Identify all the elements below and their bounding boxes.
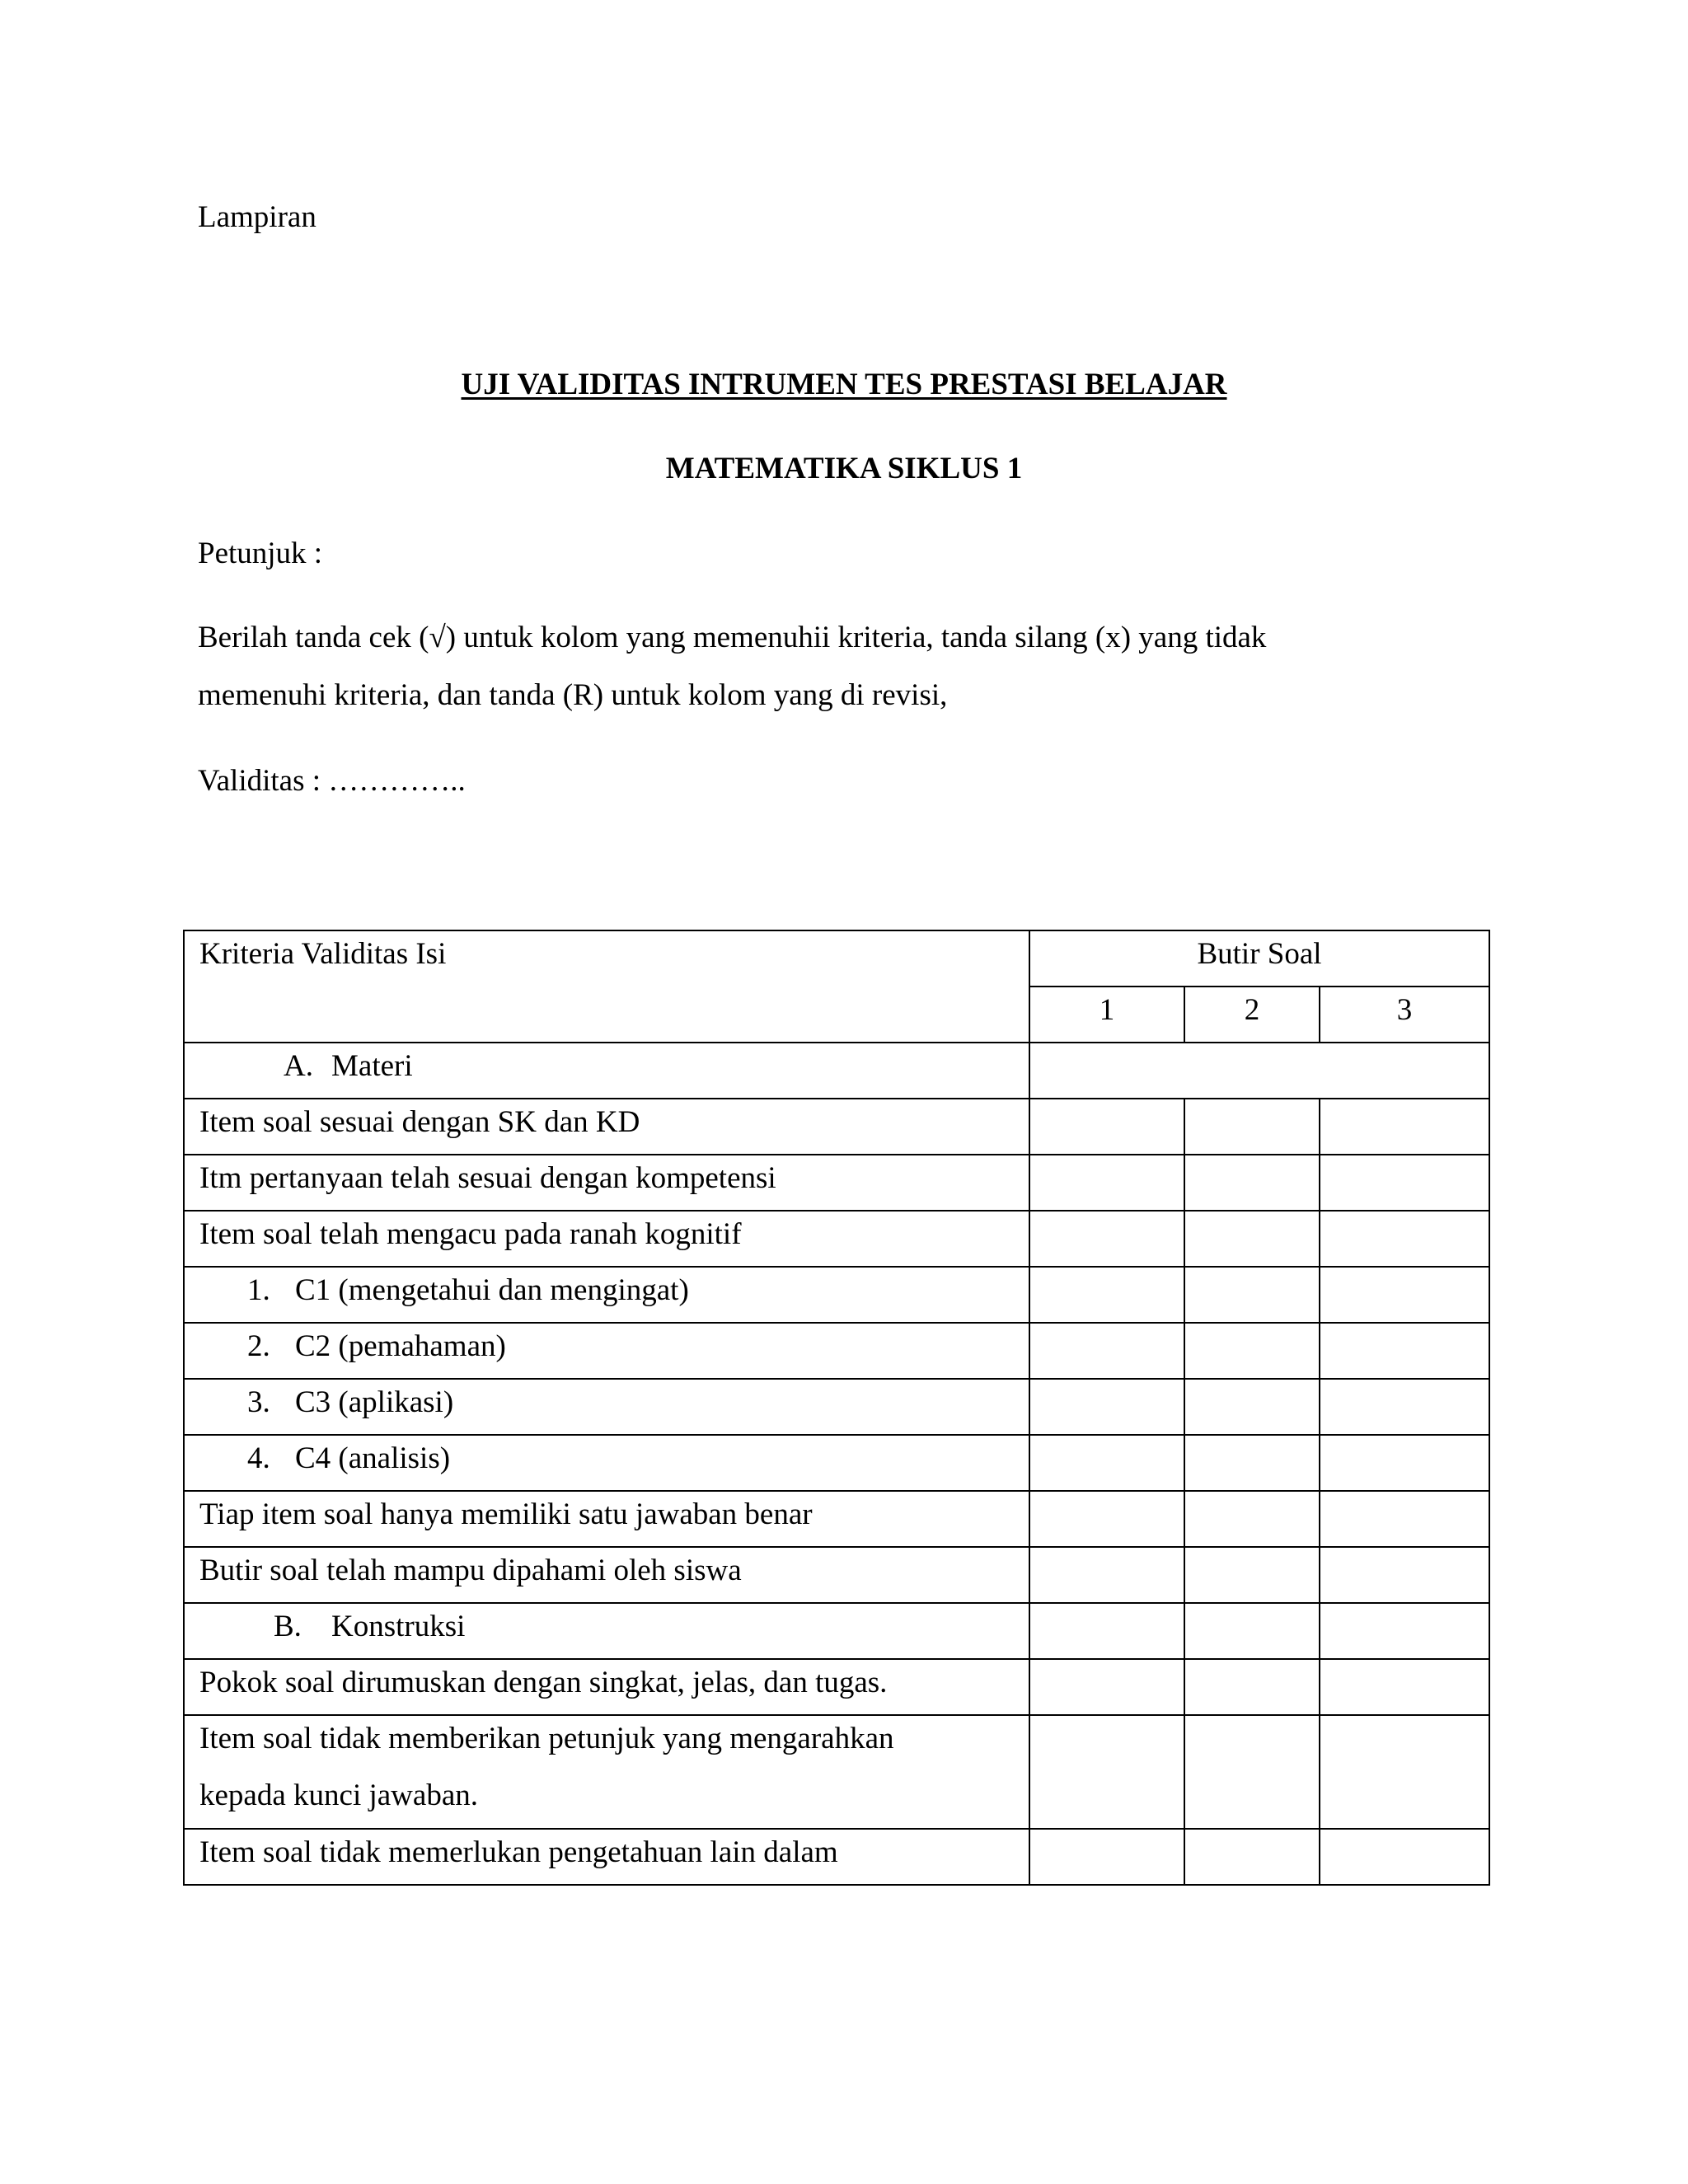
criteria-header: Kriteria Validitas Isi xyxy=(184,930,1029,1043)
item-number-1: 1 xyxy=(1029,987,1184,1043)
check-cell-item-1[interactable] xyxy=(1029,1211,1184,1267)
section-heading-materi: A. Materi xyxy=(184,1043,1029,1099)
table-row xyxy=(184,1155,1489,1211)
check-cell-item-1[interactable] xyxy=(1029,1323,1184,1379)
check-cell-item-3[interactable] xyxy=(1320,1603,1489,1659)
check-cell-item-2[interactable] xyxy=(1184,1547,1320,1603)
criterion-label: Butir soal telah mampu dipahami oleh siswa xyxy=(184,1547,1029,1603)
check-cell-item-1[interactable] xyxy=(1029,1379,1184,1435)
table-row xyxy=(184,1715,1489,1829)
check-cell-item-3[interactable] xyxy=(1320,1659,1489,1715)
check-cell-item-2[interactable] xyxy=(1184,1211,1320,1267)
check-cell-item-1[interactable] xyxy=(1029,1603,1184,1659)
check-cell-item-3[interactable] xyxy=(1320,1323,1489,1379)
check-cell-item-1[interactable] xyxy=(1029,1099,1184,1155)
item-number-2: 2 xyxy=(1184,987,1320,1043)
check-cell-item-2[interactable] xyxy=(1184,1603,1320,1659)
check-cell-item-1[interactable] xyxy=(1029,1715,1184,1829)
table-row xyxy=(184,1267,1489,1323)
cognitive-level-label: 4. C4 (analisis) xyxy=(184,1435,1029,1491)
table-row xyxy=(184,1829,1489,1885)
section-blank-cell xyxy=(1029,1043,1489,1099)
document-title xyxy=(0,367,1688,403)
cognitive-level-label: 2. C2 (pemahaman) xyxy=(184,1323,1029,1379)
table-header-row xyxy=(184,930,1489,987)
validity-field: Validitas : ………….. xyxy=(198,764,466,798)
section-heading-konstruksi: B. Konstruksi xyxy=(184,1603,1029,1659)
criterion-label: Item soal telah mengacu pada ranah kognitif xyxy=(184,1211,1029,1267)
check-cell-item-3[interactable] xyxy=(1320,1211,1489,1267)
table-row xyxy=(184,1211,1489,1267)
check-cell-item-3[interactable] xyxy=(1320,1715,1489,1829)
check-cell-item-2[interactable] xyxy=(1184,1659,1320,1715)
table-row xyxy=(184,1547,1489,1603)
criterion-label: Tiap item soal hanya memiliki satu jawaban benar xyxy=(184,1491,1029,1547)
document-subtitle: MATEMATIKA SIKLUS 1 xyxy=(665,452,1023,485)
check-cell-item-3[interactable] xyxy=(1320,1435,1489,1491)
check-cell-item-1[interactable] xyxy=(1029,1155,1184,1211)
table-row xyxy=(184,1323,1489,1379)
table-row xyxy=(184,1491,1489,1547)
check-cell-item-1[interactable] xyxy=(1029,1547,1184,1603)
cognitive-level-label: 1. C1 (mengetahui dan mengingat) xyxy=(184,1267,1029,1323)
check-cell-item-2[interactable] xyxy=(1184,1715,1320,1829)
validity-rubric-table xyxy=(183,930,1490,1886)
check-cell-item-2[interactable] xyxy=(1184,1829,1320,1885)
document-title-text: UJI VALIDITAS INTRUMEN TES PRESTASI BELAJAR xyxy=(461,368,1227,401)
table-row xyxy=(184,1379,1489,1435)
check-cell-item-2[interactable] xyxy=(1184,1491,1320,1547)
instructions-line-1: Berilah tanda cek (√) untuk kolom yang memenuhii kriteria, tanda silang (x) yang tidak xyxy=(198,621,1267,654)
check-cell-item-1[interactable] xyxy=(1029,1659,1184,1715)
instructions-heading: Petunjuk : xyxy=(198,537,323,570)
check-cell-item-3[interactable] xyxy=(1320,1099,1489,1155)
criterion-line-2: kepada kunci jawaban. xyxy=(199,1779,478,1812)
check-cell-item-2[interactable] xyxy=(1184,1267,1320,1323)
check-cell-item-1[interactable] xyxy=(1029,1491,1184,1547)
check-cell-item-3[interactable] xyxy=(1320,1547,1489,1603)
check-cell-item-1[interactable] xyxy=(1029,1267,1184,1323)
criterion-label xyxy=(184,1715,1029,1829)
cognitive-level-label: 3. C3 (aplikasi) xyxy=(184,1379,1029,1435)
criterion-label: Item soal sesuai dengan SK dan KD xyxy=(184,1099,1029,1155)
check-cell-item-3[interactable] xyxy=(1320,1379,1489,1435)
section-row-konstruksi xyxy=(184,1603,1489,1659)
check-cell-item-3[interactable] xyxy=(1320,1155,1489,1211)
check-cell-item-2[interactable] xyxy=(1184,1099,1320,1155)
check-cell-item-3[interactable] xyxy=(1320,1829,1489,1885)
criterion-label: Itm pertanyaan telah sesuai dengan kompetensi xyxy=(184,1155,1029,1211)
check-cell-item-2[interactable] xyxy=(1184,1435,1320,1491)
check-cell-item-3[interactable] xyxy=(1320,1491,1489,1547)
check-cell-item-1[interactable] xyxy=(1029,1829,1184,1885)
check-cell-item-2[interactable] xyxy=(1184,1323,1320,1379)
instructions-line-2: memenuhi kriteria, dan tanda (R) untuk kolom yang di revisi, xyxy=(198,678,948,712)
table-row xyxy=(184,1435,1489,1491)
check-cell-item-3[interactable] xyxy=(1320,1267,1489,1323)
check-cell-item-2[interactable] xyxy=(1184,1155,1320,1211)
criterion-line-1: Item soal tidak memberikan petunjuk yang mengarahkan xyxy=(199,1722,894,1755)
table-row xyxy=(184,1659,1489,1715)
attachment-label: Lampiran xyxy=(198,200,316,234)
items-header: Butir Soal xyxy=(1029,930,1489,987)
table-row xyxy=(184,1099,1489,1155)
check-cell-item-1[interactable] xyxy=(1029,1435,1184,1491)
criterion-label: Item soal tidak memerlukan pengetahuan lain dalam xyxy=(184,1829,1029,1885)
section-row-materi xyxy=(184,1043,1489,1099)
item-number-3: 3 xyxy=(1320,987,1489,1043)
criterion-label: Pokok soal dirumuskan dengan singkat, jelas, dan tugas. xyxy=(184,1659,1029,1715)
check-cell-item-2[interactable] xyxy=(1184,1379,1320,1435)
